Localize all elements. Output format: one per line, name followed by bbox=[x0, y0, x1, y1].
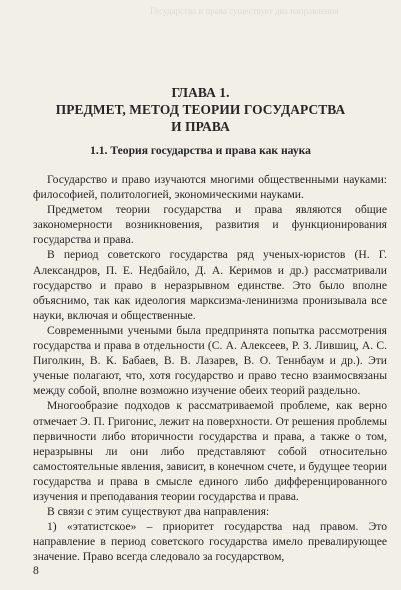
chapter-heading bbox=[40, 84, 361, 135]
bleed-through-text: Государства и права существует двa направления bbox=[150, 6, 339, 16]
paragraph: Предметом теории государства и права являются общие закономерности возникновения, развития и функционирования государства и права. bbox=[33, 203, 387, 247]
body-text bbox=[33, 172, 387, 564]
page-number: 8 bbox=[33, 564, 39, 577]
paragraph: В период советского государства ряд ученых-юристов (Н. Г. Александров, П. Е. Недбайло, Д. А. Керимов и др.) рассматривали государство и право в неразрывном единстве. Это было вполне объяснимо, так как идеология марксизма-ленинизма пронизывала все науки, включая и общественные. bbox=[33, 248, 387, 322]
paragraph: 1) «этатистское» – приоритет государства над правом. Это направление в период советского государства имело превалирующее значение. Право всегда следовало за государством, bbox=[33, 520, 387, 564]
paragraph: Многообразие подходов к рассматриваемой проблеме, как верно отмечает Э. П. Григонис, лежит на поверхности. От решения проблемы первичности либо вторичности государства и права, а также о том, неразрывны ли они либо представляют собой относительно самостоятельные явления, зависит, в конечном счете, и будущее теории государства и права в смысле единого либо дифференцированного изучения и преподавания теории государства и права. bbox=[33, 399, 387, 503]
section-heading: 1.1. Теория государства и права как наука bbox=[90, 144, 311, 157]
paragraph: Государство и право изучаются многими общественными науками: философией, политологией, экономическими науками. bbox=[33, 173, 387, 202]
chapter-title-line-2: И ПРАВА bbox=[171, 119, 230, 134]
paragraph: Современными учеными была предпринята попытка рассмотрения государства и права в отдельности (С. А. Алексеев, Р. З. Лившиц, А. С. Пиголкин, В. К. Бабаев, В. В. Лазарев, В. О. Теннбаум и др.). Эти ученые полагают, что, хотя государство и право тесно взаимосвязаны между собой, вполне возможно изучение обеих теорий раздельно. bbox=[33, 323, 387, 398]
chapter-number: ГЛАВА 1. bbox=[171, 85, 230, 100]
paragraph: В связи с этим существуют два направления: bbox=[47, 505, 270, 519]
chapter-title-line-1: ПРЕДМЕТ, МЕТОД ТЕОРИИ ГОСУДАРСТВА bbox=[55, 102, 346, 117]
